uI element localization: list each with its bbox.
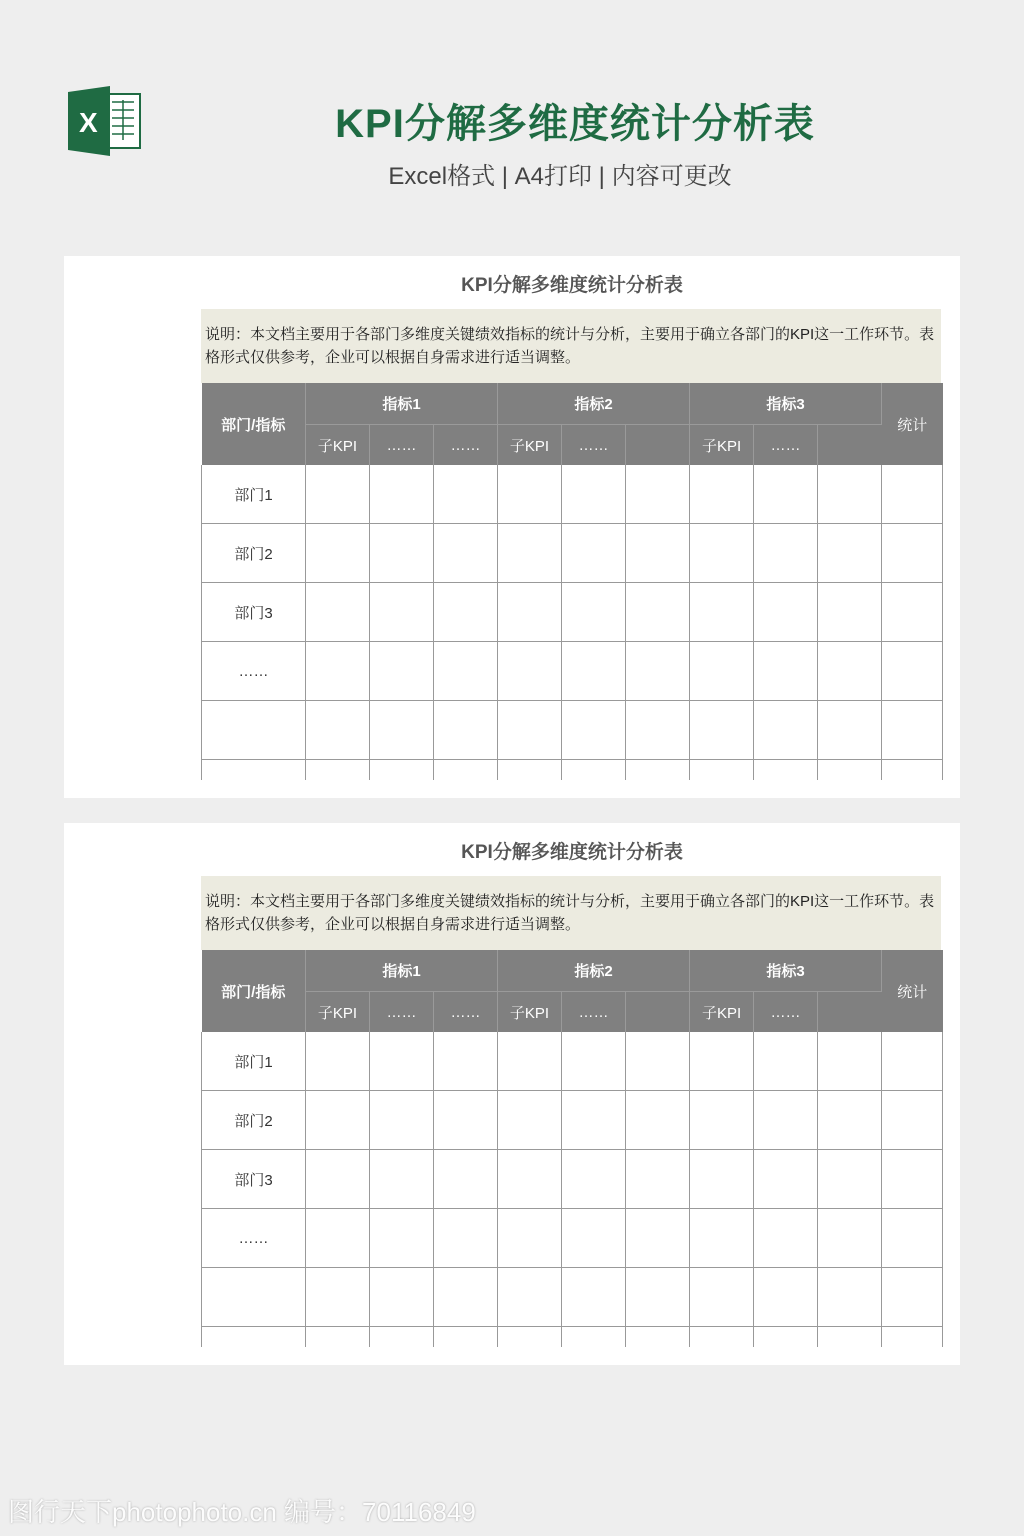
corner-header: 部门/指标 — [202, 383, 306, 465]
table-row — [202, 1209, 943, 1268]
table-cell — [562, 760, 626, 781]
group-header: 指标1 — [306, 950, 498, 992]
table-cell — [626, 760, 690, 781]
table-row — [202, 642, 943, 701]
table-cell — [562, 1032, 626, 1091]
table-cell — [306, 1268, 370, 1327]
table-cell — [434, 1209, 498, 1268]
sub-header: …… — [434, 992, 498, 1033]
table-cell — [690, 701, 754, 760]
table-cell — [370, 1209, 434, 1268]
row-label: 部门1 — [202, 1032, 306, 1091]
svg-text:X: X — [79, 107, 98, 138]
sub-header: …… — [754, 425, 818, 466]
sub-header — [818, 992, 882, 1033]
table-cell — [626, 1091, 690, 1150]
table-cell — [690, 583, 754, 642]
table-cell — [370, 583, 434, 642]
table-cell — [690, 1032, 754, 1091]
table-cell — [306, 465, 370, 524]
table-cell — [754, 760, 818, 781]
group-header: 指标1 — [306, 383, 498, 425]
table-cell — [370, 1268, 434, 1327]
table-cell — [626, 1032, 690, 1091]
sheet-preview-1 — [64, 256, 960, 798]
table-cell — [882, 1327, 943, 1348]
table-row — [202, 465, 943, 524]
table-cell — [882, 1209, 943, 1268]
table-cell — [434, 1268, 498, 1327]
sub-header: …… — [562, 425, 626, 466]
table-cell — [754, 1209, 818, 1268]
table-cell — [690, 465, 754, 524]
table-cell — [434, 701, 498, 760]
table-cell — [882, 642, 943, 701]
table-cell — [882, 1091, 943, 1150]
table-cell — [306, 760, 370, 781]
table-cell — [882, 701, 943, 760]
table-cell — [370, 701, 434, 760]
table-cell — [498, 701, 562, 760]
table-row — [202, 1268, 943, 1327]
row-label — [202, 701, 306, 760]
sub-header: …… — [370, 425, 434, 466]
sub-header: 子KPI — [498, 992, 562, 1033]
table-cell — [498, 1091, 562, 1150]
table-cell — [562, 1327, 626, 1348]
table-row — [202, 1150, 943, 1209]
table-cell — [818, 760, 882, 781]
table-cell — [690, 1091, 754, 1150]
table-cell — [818, 701, 882, 760]
stat-header: 统计 — [882, 950, 943, 1032]
table-cell — [690, 642, 754, 701]
sheet-note: 说明：本文档主要用于各部门多维度关键绩效指标的统计与分析，主要用于确立各部门的KPI这一工作环节。表格形式仅供参考，企业可以根据自身需求进行适当调整。 — [201, 876, 941, 950]
table-cell — [626, 465, 690, 524]
table-cell — [626, 1327, 690, 1348]
table-cell — [434, 642, 498, 701]
sub-header: 子KPI — [690, 425, 754, 466]
sheet-preview-2 — [64, 823, 960, 1365]
kpi-table — [201, 383, 943, 780]
table-cell — [626, 642, 690, 701]
table-cell — [626, 524, 690, 583]
sub-header — [626, 425, 690, 466]
group-header: 指标3 — [690, 383, 882, 425]
table-cell — [754, 1032, 818, 1091]
table-cell — [562, 1268, 626, 1327]
table-cell — [882, 583, 943, 642]
table-row — [202, 583, 943, 642]
table-cell — [498, 1327, 562, 1348]
row-label: 部门2 — [202, 524, 306, 583]
table-cell — [818, 1150, 882, 1209]
sub-header: …… — [434, 425, 498, 466]
row-label — [202, 1327, 306, 1348]
table-cell — [498, 1032, 562, 1091]
table-cell — [306, 1032, 370, 1091]
row-label: …… — [202, 1209, 306, 1268]
table-cell — [498, 465, 562, 524]
excel-logo-icon — [68, 86, 142, 156]
table-cell — [370, 465, 434, 524]
table-cell — [434, 760, 498, 781]
group-header: 指标2 — [498, 950, 690, 992]
sheet-title: KPI分解多维度统计分析表 — [461, 275, 683, 296]
table-cell — [498, 524, 562, 583]
stat-header: 统计 — [882, 383, 943, 465]
row-label — [202, 1268, 306, 1327]
row-label: 部门3 — [202, 583, 306, 642]
table-cell — [306, 1091, 370, 1150]
table-cell — [562, 583, 626, 642]
table-cell — [306, 701, 370, 760]
table-row — [202, 524, 943, 583]
table-cell — [754, 642, 818, 701]
table-cell — [882, 1150, 943, 1209]
sub-header: 子KPI — [690, 992, 754, 1033]
table-cell — [306, 1327, 370, 1348]
page-subtitle: Excel格式 | A4打印 | 内容可更改 — [388, 163, 732, 190]
table-cell — [306, 583, 370, 642]
corner-header: 部门/指标 — [202, 950, 306, 1032]
table-row — [202, 760, 943, 781]
table-cell — [818, 642, 882, 701]
table-cell — [370, 760, 434, 781]
sheet-note: 说明：本文档主要用于各部门多维度关键绩效指标的统计与分析，主要用于确立各部门的KPI这一工作环节。表格形式仅供参考，企业可以根据自身需求进行适当调整。 — [201, 309, 941, 383]
page-title: KPI分解多维度统计分析表 — [335, 102, 815, 146]
table-cell — [882, 524, 943, 583]
table-row — [202, 701, 943, 760]
table-cell — [498, 1150, 562, 1209]
table-cell — [626, 1268, 690, 1327]
table-cell — [690, 1150, 754, 1209]
table-cell — [434, 524, 498, 583]
table-cell — [562, 465, 626, 524]
table-cell — [690, 1268, 754, 1327]
table-row — [202, 1032, 943, 1091]
row-label: 部门1 — [202, 465, 306, 524]
table-cell — [306, 1209, 370, 1268]
group-header: 指标2 — [498, 383, 690, 425]
table-cell — [882, 1032, 943, 1091]
table-cell — [818, 465, 882, 524]
table-cell — [370, 642, 434, 701]
sub-header: …… — [370, 992, 434, 1033]
table-cell — [434, 1091, 498, 1150]
table-cell — [562, 701, 626, 760]
table-cell — [754, 583, 818, 642]
sub-header — [818, 425, 882, 466]
sub-header: …… — [754, 992, 818, 1033]
table-row — [202, 1091, 943, 1150]
table-cell — [498, 760, 562, 781]
table-cell — [434, 1032, 498, 1091]
table-cell — [306, 642, 370, 701]
table-cell — [498, 642, 562, 701]
table-cell — [690, 524, 754, 583]
table-cell — [754, 1091, 818, 1150]
table-cell — [498, 583, 562, 642]
group-header: 指标3 — [690, 950, 882, 992]
table-cell — [562, 1150, 626, 1209]
table-cell — [818, 1032, 882, 1091]
table-cell — [818, 524, 882, 583]
table-cell — [818, 1268, 882, 1327]
table-cell — [370, 1091, 434, 1150]
table-cell — [498, 1209, 562, 1268]
row-label: …… — [202, 642, 306, 701]
table-cell — [754, 465, 818, 524]
table-cell — [626, 1209, 690, 1268]
table-cell — [434, 1150, 498, 1209]
table-cell — [818, 1209, 882, 1268]
sheet-title: KPI分解多维度统计分析表 — [461, 842, 683, 863]
table-cell — [434, 465, 498, 524]
table-cell — [818, 1091, 882, 1150]
sub-header: 子KPI — [306, 992, 370, 1033]
table-cell — [690, 1209, 754, 1268]
sub-header: 子KPI — [306, 425, 370, 466]
table-row — [202, 1327, 943, 1348]
table-cell — [626, 1150, 690, 1209]
table-cell — [626, 583, 690, 642]
sub-header: 子KPI — [498, 425, 562, 466]
table-cell — [370, 1150, 434, 1209]
sub-header: …… — [562, 992, 626, 1033]
table-cell — [690, 1327, 754, 1348]
table-cell — [754, 524, 818, 583]
row-label: 部门3 — [202, 1150, 306, 1209]
table-cell — [434, 1327, 498, 1348]
table-cell — [754, 1268, 818, 1327]
table-cell — [882, 465, 943, 524]
table-cell — [562, 1209, 626, 1268]
watermark-text: 图行天下photophoto.cn 编号：70116849 — [8, 1497, 476, 1527]
table-cell — [498, 1268, 562, 1327]
table-cell — [754, 701, 818, 760]
table-cell — [562, 642, 626, 701]
sub-header — [626, 992, 690, 1033]
table-cell — [370, 1032, 434, 1091]
table-cell — [626, 701, 690, 760]
row-label: 部门2 — [202, 1091, 306, 1150]
table-cell — [754, 1327, 818, 1348]
table-cell — [562, 1091, 626, 1150]
table-cell — [882, 760, 943, 781]
table-cell — [434, 583, 498, 642]
row-label — [202, 760, 306, 781]
table-cell — [562, 524, 626, 583]
table-cell — [818, 1327, 882, 1348]
table-cell — [370, 524, 434, 583]
table-cell — [818, 583, 882, 642]
table-cell — [882, 1268, 943, 1327]
table-cell — [754, 1150, 818, 1209]
table-cell — [370, 1327, 434, 1348]
table-cell — [306, 1150, 370, 1209]
table-cell — [690, 760, 754, 781]
table-cell — [306, 524, 370, 583]
kpi-table — [201, 950, 943, 1347]
